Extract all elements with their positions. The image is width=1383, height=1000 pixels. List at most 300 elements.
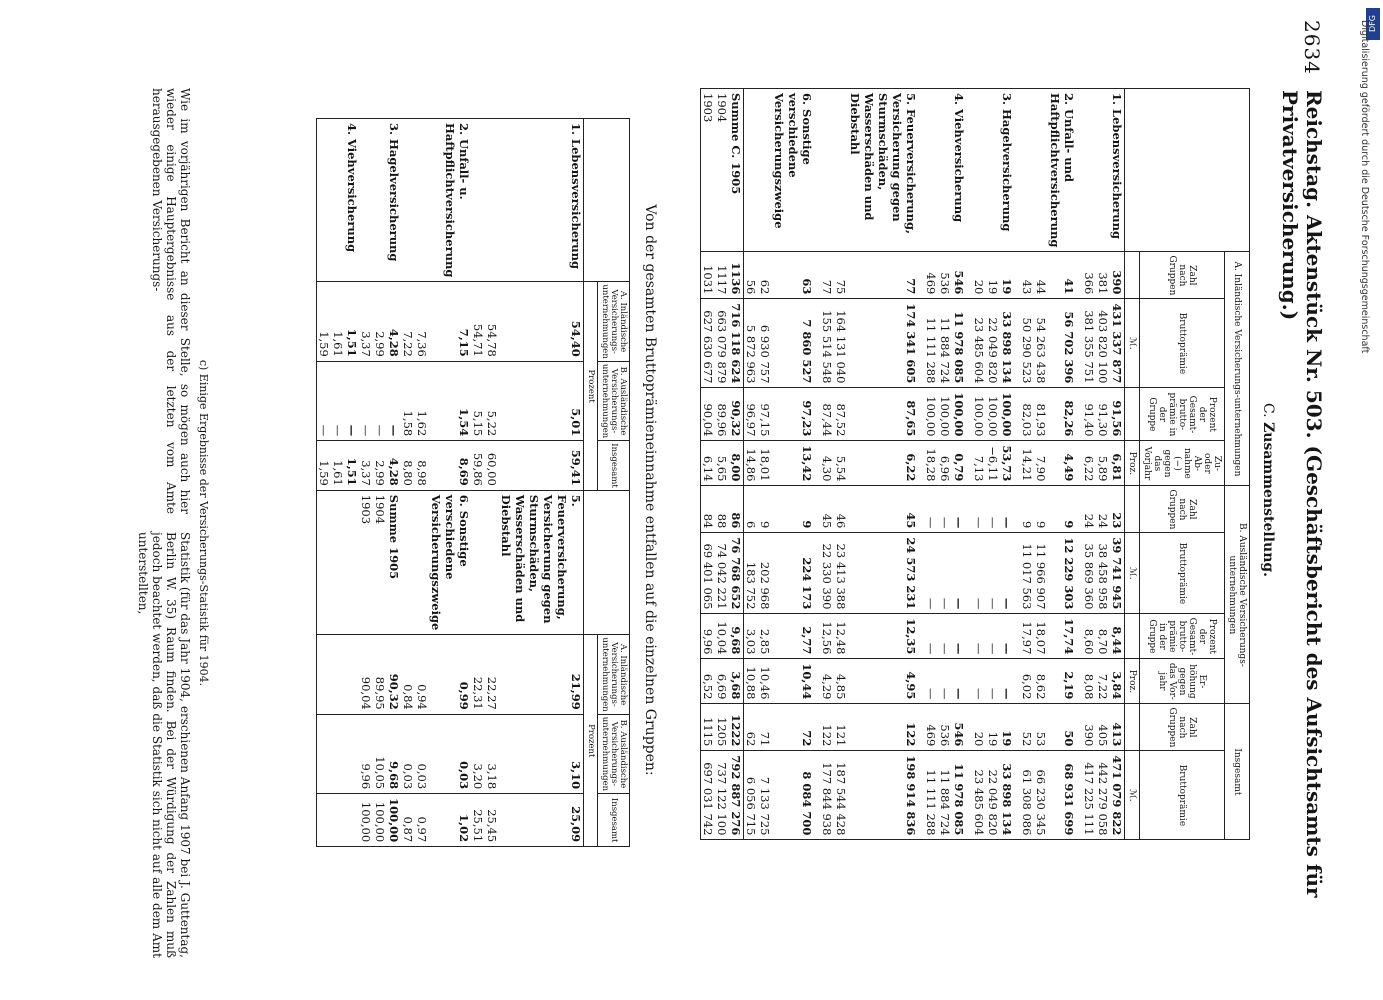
cell-a-pct: 96,97 (744, 388, 759, 441)
table-row (485, 119, 499, 847)
cell-b-p: — (938, 533, 952, 614)
cell-b-pct: 9,96 (701, 614, 716, 659)
cell-b-n: 6 (744, 486, 759, 533)
right-cell-t: 100,00 (373, 794, 387, 847)
right-row-label: 6. Sonstige verschiedene Versicherungszweige (429, 490, 471, 635)
table-row (373, 119, 387, 847)
cell-a-n: 366 (1082, 252, 1096, 299)
cell-a-n: 44 (1034, 252, 1048, 299)
cell-a-pct: 87,52 (834, 388, 848, 441)
cell-a-p: 11 884 724 (938, 299, 952, 388)
cell-t-p: 11 884 724 (938, 751, 952, 840)
cell-b-ch: 10,46 (758, 659, 772, 704)
cell-a-n: 381 (1096, 252, 1110, 299)
right-cell-b: 3,18 (485, 714, 499, 793)
cell-b-pct: — (986, 614, 1000, 659)
t-count-header: Zahl nach Gruppen (1140, 704, 1225, 751)
row-label (758, 89, 772, 252)
left-cell-a: 4,28 (387, 282, 401, 361)
cell-b-n: 84 (701, 486, 716, 533)
cell-t-n: 52 (1020, 704, 1034, 751)
cell-t-n: 62 (744, 704, 759, 751)
cell-t-n: 536 (938, 704, 952, 751)
cell-b-n: 9 (758, 486, 772, 533)
table-row (415, 119, 429, 847)
right-cell-b: 3,20 (471, 714, 485, 793)
left-cell-a: 3,37 (359, 282, 373, 361)
table-row (1020, 89, 1034, 840)
left-cell-a: 7,15 (429, 282, 471, 361)
left-cell-b: — (317, 361, 332, 440)
cell-a-pct: 87,65 (848, 388, 918, 441)
cell-a-pct: 90,04 (701, 388, 716, 441)
row-label (1034, 89, 1048, 252)
cell-t-n: 72 (772, 704, 814, 751)
right-row-label (485, 490, 499, 635)
cell-b-pct: — (924, 614, 938, 659)
cell-a-n: 546 (952, 252, 966, 299)
cell-a-ch: −6,11 (986, 441, 1000, 486)
cell-b-pct: — (952, 614, 966, 659)
left-cell-a: 54,78 (485, 282, 499, 361)
right-cell-a: 22,27 (485, 635, 499, 714)
cell-a-pct: 97,15 (758, 388, 772, 441)
cell-b-n: 45 (848, 486, 918, 533)
table-row (848, 89, 918, 840)
cell-b-pct: 17,74 (1048, 614, 1076, 659)
right-cell-b: 3,10 (499, 714, 584, 793)
cell-b-ch: — (986, 659, 1000, 704)
cell-t-n: 122 (848, 704, 918, 751)
cell-a-n: 43 (1020, 252, 1034, 299)
left-cell-b: — (345, 361, 359, 440)
cell-b-pct: 8,44 (1110, 614, 1125, 659)
cell-a-n: 19 (986, 252, 1000, 299)
cell-b-n: 23 (1110, 486, 1125, 533)
cell-a-pct: 91,30 (1096, 388, 1110, 441)
footnote-heading: c) Einige Ergebnisse der Versicherungs-Statistik für 1904. (197, 359, 210, 687)
cell-b-n: — (924, 486, 938, 533)
left-b-header: B. Ausländische Versicherungs-unternehmungen (598, 361, 630, 440)
table-row (924, 89, 938, 840)
left-row-label (401, 119, 415, 282)
row-label (1082, 89, 1096, 252)
cell-a-n: 62 (758, 252, 772, 299)
cell-t-p: 22 049 820 (986, 751, 1000, 840)
cell-b-ch: 10,44 (772, 659, 814, 704)
footnote-block (136, 88, 210, 958)
cell-a-pct: 87,44 (820, 388, 834, 441)
table-row (772, 89, 814, 840)
a-count-header: Zahl nach Gruppen (1140, 252, 1225, 299)
sum-row (715, 89, 729, 840)
cell-t-n: 53 (1034, 704, 1048, 751)
section-heading (1260, 20, 1276, 960)
right-cell-t: 25,09 (499, 794, 584, 847)
cell-b-ch: 4,85 (834, 659, 848, 704)
cell-t-n: 1222 (729, 704, 744, 751)
b-unit-pct: Proz. (1125, 659, 1140, 704)
cell-b-n: — (1000, 486, 1014, 533)
cell-t-n: 121 (834, 704, 848, 751)
left-row-label (331, 119, 345, 282)
cell-a-ch: 6,22 (848, 441, 918, 486)
cell-t-n: 546 (952, 704, 966, 751)
left-row-label: 2. Unfall- u. Haftpflichtversicherung (429, 119, 471, 282)
cell-t-p: 737 122 100 (715, 751, 729, 840)
cell-a-n: 63 (772, 252, 814, 299)
row-label: 2. Unfall- und Haftpflichtversicherung (1048, 89, 1076, 252)
cell-t-n: 20 (972, 704, 986, 751)
left-cell-t: 3,37 (359, 441, 373, 491)
table-row (972, 89, 986, 840)
table-row (820, 89, 834, 840)
row-label (744, 89, 759, 252)
left-cell-a: 54,71 (471, 282, 485, 361)
cell-a-pct: 100,00 (986, 388, 1000, 441)
cell-a-ch: 6,81 (1110, 441, 1125, 486)
right-cell-t: 25,45 (485, 794, 499, 847)
cell-b-n: 45 (820, 486, 834, 533)
cell-b-pct: — (1000, 614, 1014, 659)
distribution-table (316, 118, 630, 847)
page-header (1278, 20, 1330, 960)
cell-b-ch: — (924, 659, 938, 704)
b-count-header: Zahl nach Gruppen (1140, 486, 1225, 533)
b-premium-header: Bruttoprämie (1140, 533, 1225, 614)
cell-b-n: 88 (715, 486, 729, 533)
cell-b-p: 24 573 231 (848, 533, 918, 614)
right-total-header: Insgesamt (598, 794, 630, 847)
left-cell-a: 7,22 (401, 282, 415, 361)
right-cell-t: 25,51 (471, 794, 485, 847)
right-cell-b: 9,68 (387, 714, 401, 793)
table-row (387, 119, 401, 847)
cell-b-ch: 3,68 (729, 659, 744, 704)
group-b-header: B. Ausländische Versicherungs-unternehmungen (1225, 486, 1250, 704)
table-row (1048, 89, 1076, 840)
cell-b-p: 35 869 360 (1082, 533, 1096, 614)
right-row-label: 1903 (359, 490, 373, 635)
left-cell-b: — (387, 361, 401, 440)
left-cell-b: 5,01 (499, 361, 584, 440)
row-label: 6. Sonstige verschiedene Versicherungszweige (772, 89, 814, 252)
digitization-note: Digitalisierung gefördert durch die Deutsche Forschungsgemeinschaft (1359, 20, 1370, 354)
cell-b-p: — (952, 533, 966, 614)
table-row (1110, 89, 1125, 840)
right-row-label: 1904 (373, 490, 387, 635)
summary-table-body (701, 89, 1125, 840)
cell-a-p: 5 872 963 (744, 299, 759, 388)
right-a-header: A. Inländische Versicherungs-unternehmungen (598, 635, 630, 714)
cell-a-p: 431 337 877 (1110, 299, 1125, 388)
cell-a-ch: 4,49 (1048, 441, 1076, 486)
left-cell-t: 8,69 (429, 441, 471, 491)
row-label: 5. Feuerversicherung, Versicherung gegen Sturmschäden, Wasserschäden und Diebstahl (848, 89, 918, 252)
left-cell-t: 1,61 (331, 441, 345, 491)
cell-a-p: 56 702 396 (1048, 299, 1076, 388)
cell-b-ch: — (938, 659, 952, 704)
cell-b-pct: — (972, 614, 986, 659)
left-row-label (359, 119, 373, 282)
left-row-label (415, 119, 429, 282)
cell-t-n: 122 (820, 704, 834, 751)
left-cell-t: 1,59 (317, 441, 332, 491)
row-label (972, 89, 986, 252)
left-cell-t: 60,00 (485, 441, 499, 491)
cell-t-n: 413 (1110, 704, 1125, 751)
cell-a-ch: 5,65 (715, 441, 729, 486)
cell-a-p: 22 049 820 (986, 299, 1000, 388)
left-cell-t: 59,86 (471, 441, 485, 491)
row-label (924, 89, 938, 252)
right-cell-b: 9,96 (359, 714, 373, 793)
cell-a-pct: 100,00 (1000, 388, 1014, 441)
cell-a-pct: 82,26 (1048, 388, 1076, 441)
row-label (834, 89, 848, 252)
a-unit-pct: Proz. (1125, 441, 1140, 486)
cell-t-n: 1115 (701, 704, 716, 751)
cell-a-n: 77 (820, 252, 834, 299)
a-change-header: Zu- oder Ab-nahme (−) gegen das Vorjahr (1140, 441, 1225, 486)
cell-b-pct: 18,07 (1034, 614, 1048, 659)
right-cell-a: 89,95 (373, 635, 387, 714)
cell-a-n: 20 (972, 252, 986, 299)
cell-b-ch: 4,29 (820, 659, 834, 704)
right-cell-a: 0,94 (415, 635, 429, 714)
row-label: 1903 (701, 89, 716, 252)
distribution-subtitle: Von der gesamten Bruttoprämieneinnahme entfallen auf die einzelnen Gruppen: (642, 204, 658, 776)
cell-t-p: 11 111 288 (924, 751, 938, 840)
cell-b-n: — (952, 486, 966, 533)
cell-a-p: 11 978 085 (952, 299, 966, 388)
cell-t-n: 19 (1000, 704, 1014, 751)
cell-a-p: 164 131 040 (834, 299, 848, 388)
cell-b-pct: 12,56 (820, 614, 834, 659)
t-premium-header: Bruttoprämie (1140, 751, 1225, 840)
page-number: 2634 (1300, 20, 1324, 75)
cell-a-n: 41 (1048, 252, 1076, 299)
label-header (1125, 89, 1250, 252)
cell-b-n: 9 (772, 486, 814, 533)
right-cell-t: 100,00 (387, 794, 401, 847)
cell-a-pct: 91,56 (1110, 388, 1125, 441)
dfg-logo: DFG (1366, 8, 1380, 40)
cell-a-ch: 7,13 (972, 441, 986, 486)
left-unit: Prozent (584, 282, 598, 490)
cell-a-n: 77 (848, 252, 918, 299)
b-pct-header: Prozent der Gesamt-brutto-prämie in der Gruppe (1140, 614, 1225, 659)
cell-a-ch: 18,28 (924, 441, 938, 486)
cell-b-ch: 6,02 (1020, 659, 1034, 704)
table-row (1082, 89, 1096, 840)
cell-a-p: 663 079 879 (715, 299, 729, 388)
cell-b-n: — (986, 486, 1000, 533)
cell-a-ch: 8,00 (729, 441, 744, 486)
cell-a-ch: 53,73 (1000, 441, 1014, 486)
left-row-label (317, 119, 332, 282)
right-row-label (415, 490, 429, 635)
cell-a-pct: 91,40 (1082, 388, 1096, 441)
cell-b-p: 74 042 221 (715, 533, 729, 614)
cell-a-ch: 7,90 (1034, 441, 1048, 486)
table-row (317, 119, 332, 847)
cell-b-pct: 12,48 (834, 614, 848, 659)
cell-a-ch: 14,86 (744, 441, 759, 486)
cell-b-pct: 2,77 (772, 614, 814, 659)
cell-a-ch: 14,21 (1020, 441, 1034, 486)
cell-a-pct: 100,00 (952, 388, 966, 441)
cell-a-ch: 4,30 (820, 441, 834, 486)
cell-b-ch: — (972, 659, 986, 704)
cell-t-p: 442 279 058 (1096, 751, 1110, 840)
cell-a-p: 54 263 438 (1034, 299, 1048, 388)
cell-a-n: 56 (744, 252, 759, 299)
cell-a-ch: 6,14 (701, 441, 716, 486)
right-row-label: 5. Feuerversicherung, Versicherung gegen Sturmschäden, Wasserschäden und Diebstahl (499, 490, 584, 635)
cell-a-p: 11 111 288 (924, 299, 938, 388)
left-cell-b: — (331, 361, 345, 440)
cell-b-pct: 3,03 (744, 614, 759, 659)
right-cell-a: 0,84 (401, 635, 415, 714)
cell-a-pct: 97,23 (772, 388, 814, 441)
cell-a-pct: 89,96 (715, 388, 729, 441)
cell-a-n: 1136 (729, 252, 744, 299)
cell-b-ch: 6,52 (701, 659, 716, 704)
b-unit: ℳ. (1125, 533, 1140, 614)
cell-t-p: 471 079 822 (1110, 751, 1125, 840)
cell-b-n: 86 (729, 486, 744, 533)
cell-b-p: 69 401 065 (701, 533, 716, 614)
cell-a-pct: 100,00 (972, 388, 986, 441)
row-label (820, 89, 834, 252)
cell-t-p: 11 978 085 (952, 751, 966, 840)
right-cell-a: 90,04 (359, 635, 373, 714)
cell-a-p: 627 630 677 (701, 299, 716, 388)
group-a-header: A. Inländische Versicherungs-unternehmungen (1225, 252, 1250, 486)
cell-a-pct: 100,00 (938, 388, 952, 441)
cell-b-n: 24 (1082, 486, 1096, 533)
cell-b-p: 38 458 958 (1096, 533, 1110, 614)
cell-b-n: — (972, 486, 986, 533)
cell-b-ch: 6,69 (715, 659, 729, 704)
cell-a-n: 390 (1110, 252, 1125, 299)
cell-b-ch: 10,88 (744, 659, 759, 704)
left-cell-t: 4,28 (387, 441, 401, 491)
cell-b-p: 12 229 303 (1048, 533, 1076, 614)
cell-a-n: 19 (1000, 252, 1014, 299)
left-cell-b: 5,22 (485, 361, 499, 440)
page-title: Reichstag. Aktenstück Nr. 503. (Geschäftsbericht des Aufsichtsamts für Privatversicherung.) (1278, 90, 1326, 898)
left-row-label (471, 119, 485, 282)
footnote-left-column: Wie im vorjährigen Bericht an dieser Stelle, so mögen auch hier wieder einige Hauptergebnisse aus der letzten vom Amte herausgegebenen Versicherungs- (150, 88, 192, 514)
cell-b-p: 22 330 390 (820, 533, 834, 614)
cell-a-ch: 6,22 (1082, 441, 1096, 486)
cell-a-p: 381 355 751 (1082, 299, 1096, 388)
left-row-label (373, 119, 387, 282)
cell-b-pct: — (938, 614, 952, 659)
right-cell-a: 90,32 (387, 635, 401, 714)
cell-t-p: 792 887 276 (729, 751, 744, 840)
cell-t-p: 177 844 938 (820, 751, 834, 840)
right-cell-b: 10,05 (373, 714, 387, 793)
cell-b-p: 11 966 907 (1034, 533, 1048, 614)
right-cell-a: 22,31 (471, 635, 485, 714)
cell-a-p: 174 341 605 (848, 299, 918, 388)
table-row (499, 119, 584, 847)
row-label: 1904 (715, 89, 729, 252)
cell-b-p: 76 768 652 (729, 533, 744, 614)
table-row (1096, 89, 1110, 840)
left-a-header: A. Inländische Versicherungs-unternehmungen (598, 282, 630, 361)
left-cell-t: 2,99 (373, 441, 387, 491)
table-row (986, 89, 1000, 840)
right-cell-t: 1,02 (429, 794, 471, 847)
cell-b-n: 9 (1048, 486, 1076, 533)
cell-b-p: 183 752 (744, 533, 759, 614)
cell-b-p: 39 741 945 (1110, 533, 1125, 614)
footnote-right-column: Statistik (für das Jahr 1904, erschienen Anfang 1907 bei J. Guttentag, Berlin W. 35) Raum finden. Bei der Würdigung der Zahlen muß jedoch beachtet werden, daß die Statistik sich nicht auf alle dem Amt unterstellten, (136, 532, 192, 958)
table-row (331, 119, 345, 847)
t-unit: ℳ. (1125, 751, 1140, 840)
right-b-header: B. Ausländische Versicherungs-unternehmungen (598, 714, 630, 793)
left-row-label: 1. Lebensversicherung (499, 119, 584, 282)
b-change-header: Er-höhung gegen das Vor-jahr (1140, 659, 1225, 704)
left-row-label: 4. Viehversicherung (345, 119, 359, 282)
cell-a-ch: 5,89 (1096, 441, 1110, 486)
cell-b-n: 9 (1034, 486, 1048, 533)
right-cell-a: 0,99 (429, 635, 471, 714)
cell-a-n: 1117 (715, 252, 729, 299)
left-cell-a: 1,61 (331, 282, 345, 361)
right-row-label (471, 490, 485, 635)
cell-b-p: — (986, 533, 1000, 614)
cell-a-p: 33 898 134 (1000, 299, 1014, 388)
cell-t-p: 187 544 428 (834, 751, 848, 840)
cell-t-p: 66 230 345 (1034, 751, 1048, 840)
left-cell-b: — (373, 361, 387, 440)
left-cell-a: 1,59 (317, 282, 332, 361)
table-row (834, 89, 848, 840)
cell-t-p: 6 056 715 (744, 751, 759, 840)
cell-b-p: — (924, 533, 938, 614)
cell-t-n: 50 (1048, 704, 1076, 751)
right-cell-t: 0,97 (415, 794, 429, 847)
cell-a-ch: 0,79 (952, 441, 966, 486)
cell-t-p: 8 084 700 (772, 751, 814, 840)
row-label (986, 89, 1000, 252)
right-unit: Prozent (584, 635, 598, 847)
section-letter: C. (1260, 402, 1276, 418)
right-cell-t: 100,00 (359, 794, 373, 847)
left-cell-a: 2,99 (373, 282, 387, 361)
cell-a-p: 155 514 548 (820, 299, 834, 388)
left-cell-t: 1,51 (345, 441, 359, 491)
row-label: Summe C. 1905 (729, 89, 744, 252)
section-title: Zusammenstellung. (1260, 422, 1276, 578)
table-row (952, 89, 966, 840)
left-cell-b: 1,62 (415, 361, 429, 440)
cell-t-p: 68 931 699 (1048, 751, 1076, 840)
distribution-table-body (317, 119, 584, 847)
cell-a-p: 50 290 523 (1020, 299, 1034, 388)
table-row (938, 89, 952, 840)
cell-b-p: 11 017 563 (1020, 533, 1034, 614)
table-row (1000, 89, 1014, 840)
cell-b-pct: 9,68 (729, 614, 744, 659)
left-cell-a: 7,36 (415, 282, 429, 361)
table-row (401, 119, 415, 847)
